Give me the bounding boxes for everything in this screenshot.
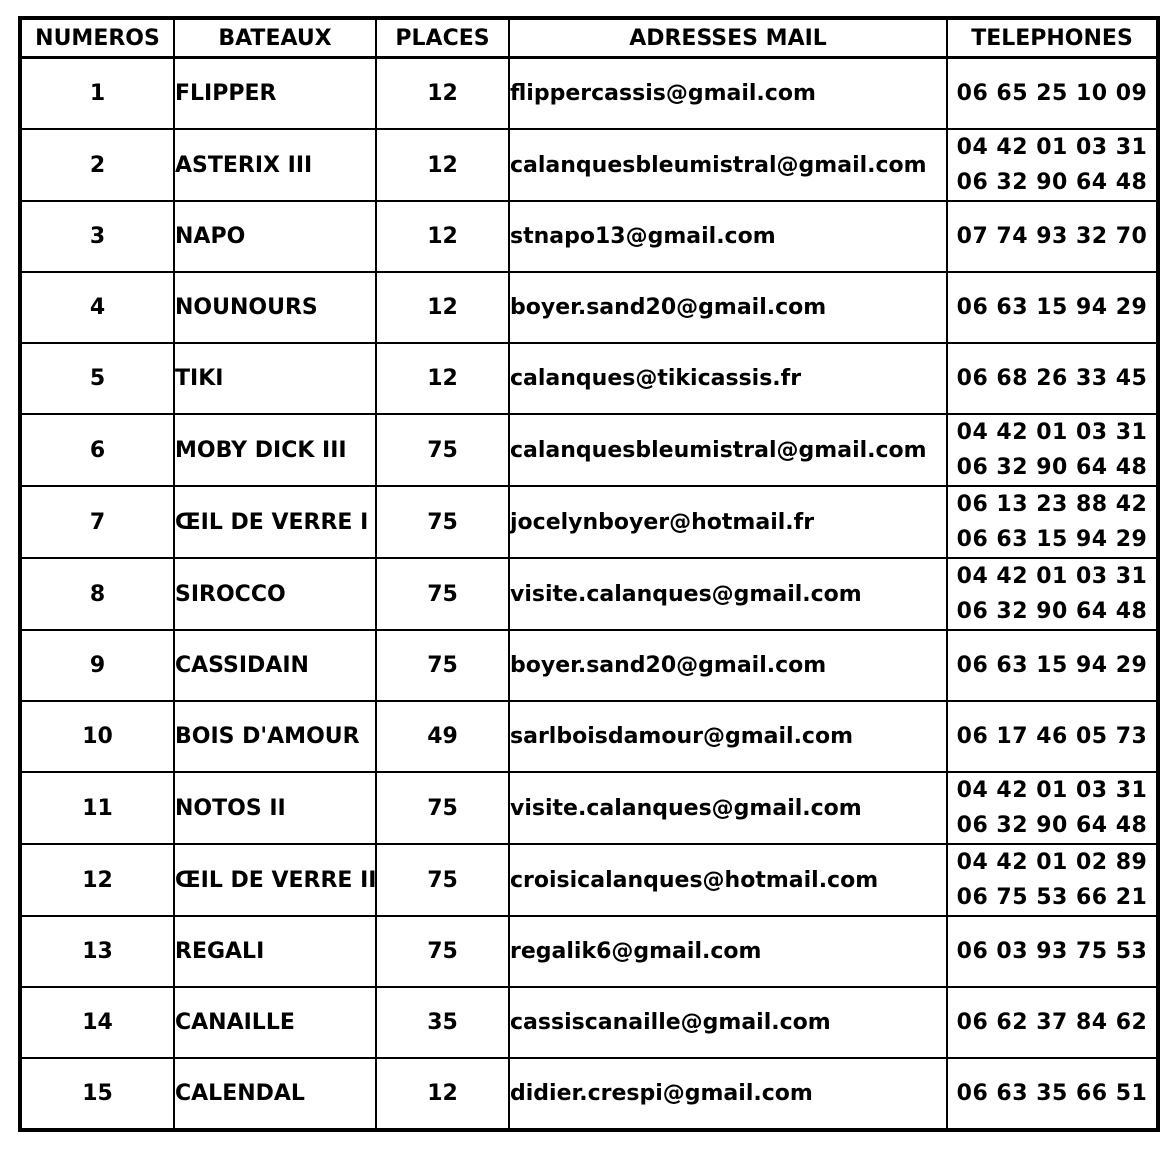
boat-telephones — [947, 1058, 1158, 1130]
table-row — [20, 343, 1158, 414]
boat-number: 13 — [20, 916, 174, 987]
boat-name: ŒIL DE VERRE I — [174, 486, 376, 558]
boat-telephones — [947, 343, 1158, 414]
boat-number: 7 — [20, 486, 174, 558]
telephone-primary[interactable]: 07 74 93 32 70 — [956, 224, 1148, 249]
header-telephones: TELEPHONES — [947, 18, 1158, 58]
boats-contact-table — [18, 16, 1160, 1132]
header-places: PLACES — [376, 18, 509, 58]
boat-name: REGALI — [174, 916, 376, 987]
boat-telephones — [947, 558, 1158, 630]
boat-places: 12 — [376, 201, 509, 272]
telephone-secondary[interactable]: 06 32 90 64 48 — [956, 455, 1148, 480]
boat-number: 12 — [20, 844, 174, 916]
table-row — [20, 272, 1158, 343]
table-row — [20, 701, 1158, 772]
boat-email[interactable]: boyer.sand20@gmail.com — [509, 630, 947, 701]
boat-number: 4 — [20, 272, 174, 343]
telephone-primary[interactable]: 06 63 15 94 29 — [956, 653, 1148, 678]
boat-number: 2 — [20, 129, 174, 201]
boat-places: 75 — [376, 844, 509, 916]
table-row — [20, 58, 1158, 130]
boat-email[interactable]: regalik6@gmail.com — [509, 916, 947, 987]
telephone-primary[interactable]: 04 42 01 03 31 — [956, 135, 1148, 160]
boat-number: 15 — [20, 1058, 174, 1130]
boat-telephones — [947, 129, 1158, 201]
boat-places: 75 — [376, 772, 509, 844]
table-row — [20, 630, 1158, 701]
boat-name: CASSIDAIN — [174, 630, 376, 701]
telephone-secondary[interactable]: 06 75 53 66 21 — [956, 885, 1148, 910]
boat-name: SIROCCO — [174, 558, 376, 630]
boat-name: ŒIL DE VERRE II — [174, 844, 376, 916]
telephone-secondary[interactable]: 06 32 90 64 48 — [956, 813, 1148, 838]
boat-number: 6 — [20, 414, 174, 486]
boat-email[interactable]: boyer.sand20@gmail.com — [509, 272, 947, 343]
boat-email[interactable]: visite.calanques@gmail.com — [509, 558, 947, 630]
table-row — [20, 201, 1158, 272]
boat-places: 12 — [376, 58, 509, 130]
boat-name: ASTERIX III — [174, 129, 376, 201]
table-row — [20, 129, 1158, 201]
boat-name: NAPO — [174, 201, 376, 272]
boat-telephones — [947, 486, 1158, 558]
boat-name: FLIPPER — [174, 58, 376, 130]
telephone-primary[interactable]: 06 65 25 10 09 — [956, 81, 1148, 106]
header-adresses-mail: ADRESSES MAIL — [509, 18, 947, 58]
header-bateaux: BATEAUX — [174, 18, 376, 58]
header-numeros: NUMEROS — [20, 18, 174, 58]
boat-email[interactable]: flippercassis@gmail.com — [509, 58, 947, 130]
telephone-secondary[interactable]: 06 32 90 64 48 — [956, 599, 1148, 624]
boat-places: 12 — [376, 129, 509, 201]
telephone-primary[interactable]: 06 13 23 88 42 — [956, 492, 1148, 517]
telephone-primary[interactable]: 06 17 46 05 73 — [956, 724, 1148, 749]
boat-telephones — [947, 58, 1158, 130]
boat-telephones — [947, 272, 1158, 343]
boat-places: 75 — [376, 414, 509, 486]
boat-telephones — [947, 772, 1158, 844]
boat-name: CALENDAL — [174, 1058, 376, 1130]
table-row — [20, 772, 1158, 844]
boat-number: 14 — [20, 987, 174, 1058]
telephone-primary[interactable]: 04 42 01 03 31 — [956, 778, 1148, 803]
telephone-primary[interactable]: 06 03 93 75 53 — [956, 939, 1148, 964]
telephone-primary[interactable]: 06 63 35 66 51 — [956, 1081, 1148, 1106]
boat-name: NOUNOURS — [174, 272, 376, 343]
boat-places: 35 — [376, 987, 509, 1058]
boat-places: 75 — [376, 630, 509, 701]
boat-telephones — [947, 201, 1158, 272]
boat-number: 10 — [20, 701, 174, 772]
boat-places: 12 — [376, 343, 509, 414]
boat-telephones — [947, 701, 1158, 772]
boat-number: 5 — [20, 343, 174, 414]
boat-number: 9 — [20, 630, 174, 701]
boat-email[interactable]: stnapo13@gmail.com — [509, 201, 947, 272]
boat-telephones — [947, 916, 1158, 987]
boat-name: TIKI — [174, 343, 376, 414]
boat-telephones — [947, 414, 1158, 486]
boat-number: 3 — [20, 201, 174, 272]
table-body — [20, 58, 1158, 1131]
table-row — [20, 987, 1158, 1058]
boat-email[interactable]: croisicalanques@hotmail.com — [509, 844, 947, 916]
boat-email[interactable]: visite.calanques@gmail.com — [509, 772, 947, 844]
boat-places: 75 — [376, 486, 509, 558]
table-row — [20, 916, 1158, 987]
boat-places: 12 — [376, 1058, 509, 1130]
boat-email[interactable]: jocelynboyer@hotmail.fr — [509, 486, 947, 558]
boat-email[interactable]: calanquesbleumistral@gmail.com — [509, 129, 947, 201]
header-row — [20, 18, 1158, 58]
boat-number: 8 — [20, 558, 174, 630]
boat-email[interactable]: cassiscanaille@gmail.com — [509, 987, 947, 1058]
boat-places: 75 — [376, 916, 509, 987]
boat-places: 49 — [376, 701, 509, 772]
telephone-primary[interactable]: 04 42 01 03 31 — [956, 564, 1148, 589]
table-row — [20, 414, 1158, 486]
boat-email[interactable]: sarlboisdamour@gmail.com — [509, 701, 947, 772]
boat-name: NOTOS II — [174, 772, 376, 844]
boat-number: 11 — [20, 772, 174, 844]
boat-places: 75 — [376, 558, 509, 630]
boat-telephones — [947, 987, 1158, 1058]
telephone-secondary[interactable]: 06 63 15 94 29 — [956, 527, 1148, 552]
table-row — [20, 844, 1158, 916]
boat-name: CANAILLE — [174, 987, 376, 1058]
table-row — [20, 486, 1158, 558]
telephone-primary[interactable]: 06 63 15 94 29 — [956, 295, 1148, 320]
table-row — [20, 558, 1158, 630]
table-row — [20, 1058, 1158, 1130]
telephone-primary[interactable]: 06 62 37 84 62 — [956, 1010, 1148, 1035]
boat-email[interactable]: calanques@tikicassis.fr — [509, 343, 947, 414]
boat-places: 12 — [376, 272, 509, 343]
telephone-primary[interactable]: 04 42 01 03 31 — [956, 420, 1148, 445]
telephone-secondary[interactable]: 06 32 90 64 48 — [956, 170, 1148, 195]
boat-number: 1 — [20, 58, 174, 130]
telephone-primary[interactable]: 06 68 26 33 45 — [956, 366, 1148, 391]
boat-name: MOBY DICK III — [174, 414, 376, 486]
boat-name: BOIS D'AMOUR — [174, 701, 376, 772]
telephone-primary[interactable]: 04 42 01 02 89 — [956, 850, 1148, 875]
boat-email[interactable]: calanquesbleumistral@gmail.com — [509, 414, 947, 486]
boat-telephones — [947, 630, 1158, 701]
boat-email[interactable]: didier.crespi@gmail.com — [509, 1058, 947, 1130]
boat-telephones — [947, 844, 1158, 916]
